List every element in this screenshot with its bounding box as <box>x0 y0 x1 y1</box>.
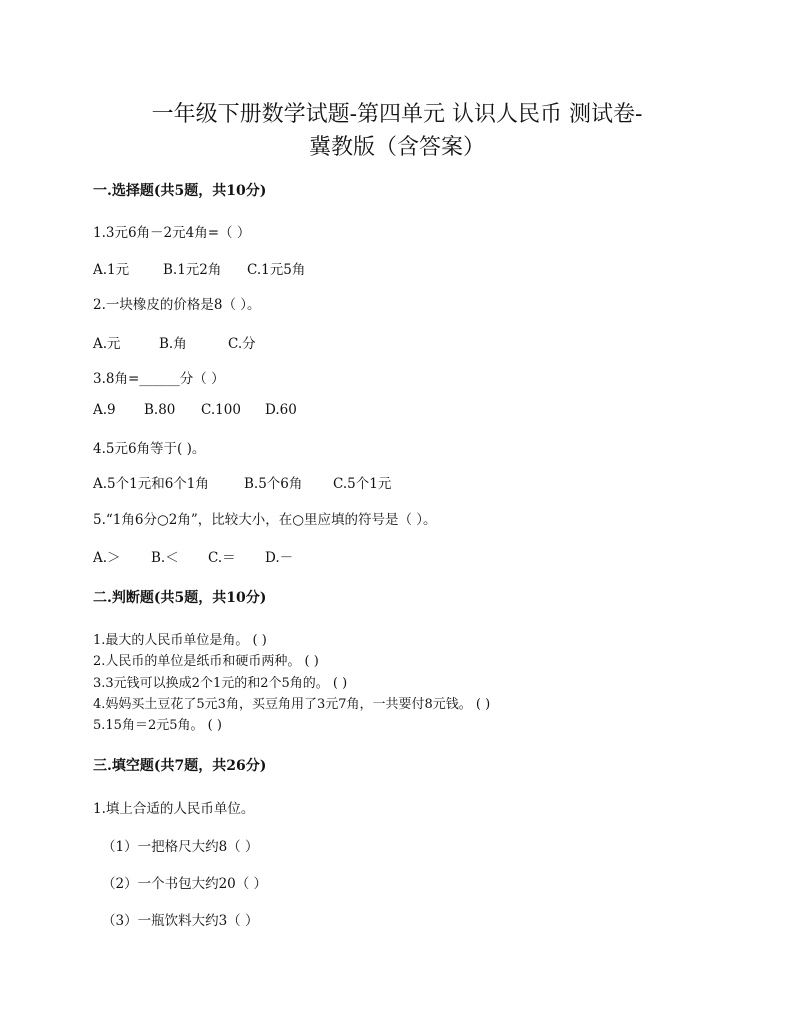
option-a: A.1元 <box>93 262 130 278</box>
fill-item-3: （3）一瓶饮料大约3（ ） <box>102 913 259 929</box>
choice-question-3: 3.8角=______分（ ） <box>93 371 225 387</box>
choice-question-5: 5.“1角6分○2角”，比较大小，在○里应填的符号是（ ）。 <box>93 512 437 528</box>
option-d: D.60 <box>265 402 297 418</box>
fill-question-1: 1.填上合适的人民币单位。 <box>93 801 255 817</box>
page-title-line1: 一年级下册数学试题-第四单元 认识人民币 测试卷- <box>151 102 643 127</box>
judge-item-5: 5.15角＝2元5角。 ( ) <box>93 718 222 733</box>
option-c: C.分 <box>228 336 256 352</box>
choice-options-2 <box>93 332 256 352</box>
option-d: D.－ <box>265 550 294 566</box>
choice-question-1: 1.3元6角－2元4角=（ ） <box>93 225 251 241</box>
choice-options-5 <box>93 546 293 566</box>
choice-question-4: 4.5元6角等于( )。 <box>93 441 206 457</box>
option-a: A.元 <box>93 336 121 352</box>
option-b: B.＜ <box>151 550 179 566</box>
section-fill-header: 三.填空题(共7题，共26分) <box>93 758 267 774</box>
option-c: C.1元5角 <box>247 262 306 278</box>
choice-question-2: 2.一块橡皮的价格是8（ ）。 <box>93 297 261 313</box>
fill-item-2: （2）一个书包大约20（ ） <box>102 876 268 892</box>
judge-item-4: 4.妈妈买土豆花了5元3角，买豆角用了3元7角，一共要付8元钱。 ( ) <box>93 697 491 712</box>
option-b: B.80 <box>144 402 176 418</box>
section-judge-header: 二.判断题(共5题，共10分) <box>93 590 267 606</box>
option-c: C.100 <box>201 402 241 418</box>
option-a: A.5个1元和6个1角 <box>93 476 209 492</box>
fill-item-1: （1）一把格尺大约8（ ） <box>102 839 259 855</box>
choice-options-4 <box>93 472 391 492</box>
judge-item-1: 1.最大的人民币单位是角。 ( ) <box>93 633 267 648</box>
option-a: A.＞ <box>93 550 121 566</box>
judge-item-2: 2.人民币的单位是纸币和硬币两种。 ( ) <box>93 654 319 669</box>
option-b: B.5个6角 <box>244 476 303 492</box>
choice-options-1 <box>93 258 305 278</box>
option-c: C.＝ <box>208 550 236 566</box>
option-c: C.5个1元 <box>333 476 392 492</box>
page-title-line2: 冀教版（含答案） <box>308 135 485 160</box>
option-b: B.1元2角 <box>163 262 222 278</box>
choice-options-3 <box>93 402 297 418</box>
section-choice-header: 一.选择题(共5题，共10分) <box>93 183 267 199</box>
option-b: B.角 <box>159 336 187 352</box>
option-a: A.9 <box>93 402 116 418</box>
judge-item-3: 3.3元钱可以换成2个1元的和2个5角的。 ( ) <box>93 676 348 691</box>
